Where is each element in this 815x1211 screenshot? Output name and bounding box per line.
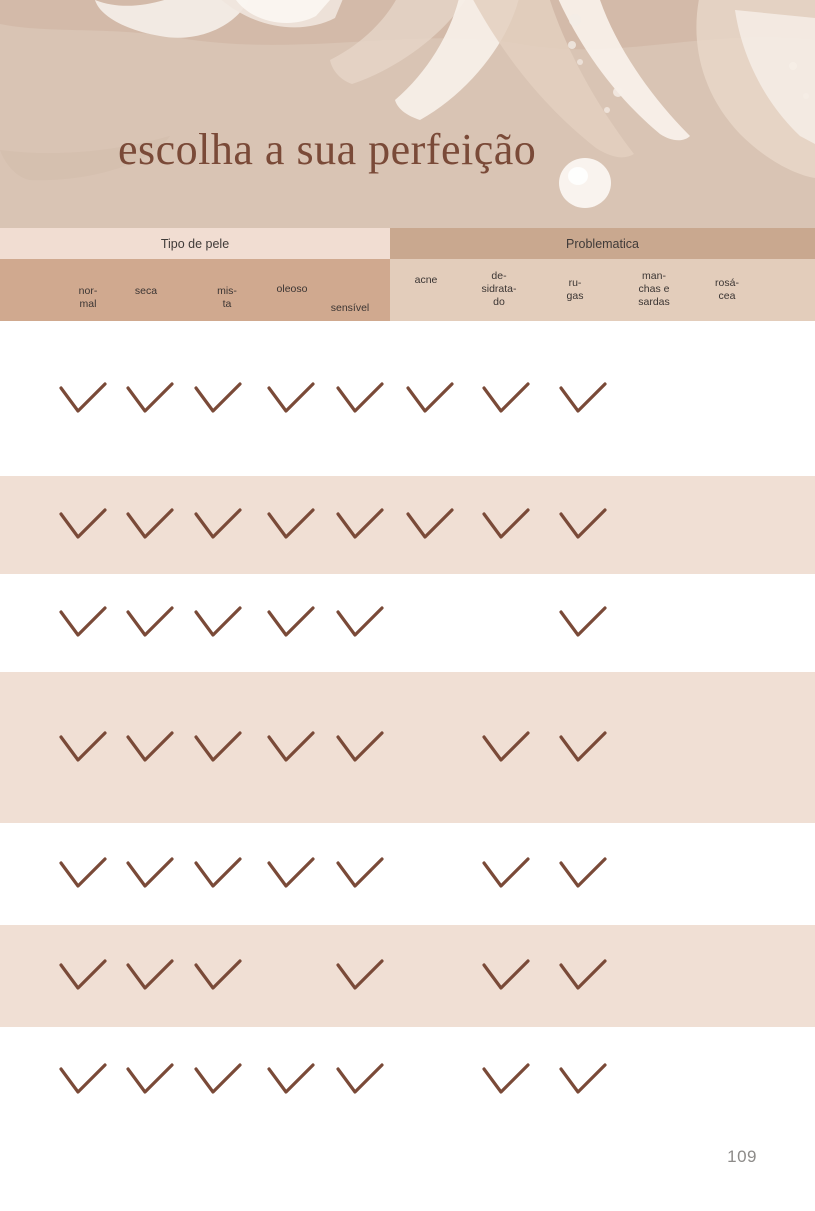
check-icon <box>57 731 109 765</box>
check-icon <box>192 606 244 640</box>
group-header-concern: Problematica <box>390 228 815 259</box>
check-icon <box>192 1063 244 1097</box>
check-icon <box>124 857 176 891</box>
check-icon <box>192 382 244 416</box>
check-icon <box>334 1063 386 1097</box>
table-row <box>0 1027 815 1133</box>
table-row <box>0 476 815 574</box>
check-icon <box>480 959 532 993</box>
column-header-group-skin-type <box>0 259 390 321</box>
check-icon <box>557 857 609 891</box>
check-icon <box>480 382 532 416</box>
column-header-group-concern <box>390 259 815 321</box>
check-icon <box>404 508 456 542</box>
page-number: 109 <box>727 1147 757 1166</box>
page-title: escolha a sua perfeição <box>118 125 537 174</box>
check-icon <box>124 606 176 640</box>
check-icon <box>124 1063 176 1097</box>
check-icon <box>557 1063 609 1097</box>
column-header-6: acne <box>414 274 438 286</box>
check-icon <box>192 959 244 993</box>
check-icon <box>404 382 456 416</box>
table-row <box>0 672 815 823</box>
group-header-skin-type: Tipo de pele <box>0 228 390 259</box>
hero-banner <box>0 0 815 228</box>
check-icon <box>480 1063 532 1097</box>
table-row <box>0 574 815 672</box>
check-icon <box>480 857 532 891</box>
check-icon <box>334 382 386 416</box>
check-icon <box>265 1063 317 1097</box>
check-icon <box>480 508 532 542</box>
check-icon <box>124 382 176 416</box>
column-header-2: seca <box>134 285 158 297</box>
check-icon <box>265 606 317 640</box>
check-icon <box>192 508 244 542</box>
check-icon <box>480 731 532 765</box>
check-icon <box>57 1063 109 1097</box>
check-icon <box>334 508 386 542</box>
column-header-10: rosá- cea <box>715 277 739 302</box>
check-icon <box>557 508 609 542</box>
check-icon <box>265 857 317 891</box>
table-group-header <box>0 228 815 259</box>
check-icon <box>192 857 244 891</box>
check-icon <box>124 508 176 542</box>
check-icon <box>192 731 244 765</box>
cream-texture-illustration <box>0 0 815 228</box>
column-header-5: sensível <box>330 302 370 314</box>
check-icon <box>334 731 386 765</box>
check-icon <box>557 606 609 640</box>
table-column-header-row <box>0 259 815 321</box>
check-icon <box>57 606 109 640</box>
check-icon <box>334 606 386 640</box>
check-icon <box>557 382 609 416</box>
check-icon <box>265 382 317 416</box>
check-icon <box>557 959 609 993</box>
column-header-1: nor- mal <box>78 285 98 310</box>
table-row <box>0 321 815 476</box>
check-icon <box>57 857 109 891</box>
column-header-7: de- sidrata- do <box>481 270 517 308</box>
check-icon <box>57 508 109 542</box>
table-row <box>0 823 815 925</box>
check-icon <box>265 508 317 542</box>
check-icon <box>124 731 176 765</box>
column-header-9: man- chas e sardas <box>638 270 670 308</box>
column-header-4: oleoso <box>276 283 308 295</box>
check-icon <box>557 731 609 765</box>
column-header-8: ru- gas <box>566 277 584 302</box>
table-row <box>0 925 815 1027</box>
table-body <box>0 321 815 1133</box>
check-icon <box>334 959 386 993</box>
column-header-3: mis- ta <box>217 285 237 310</box>
check-icon <box>334 857 386 891</box>
check-icon <box>57 382 109 416</box>
check-icon <box>57 959 109 993</box>
check-icon <box>124 959 176 993</box>
check-icon <box>265 731 317 765</box>
